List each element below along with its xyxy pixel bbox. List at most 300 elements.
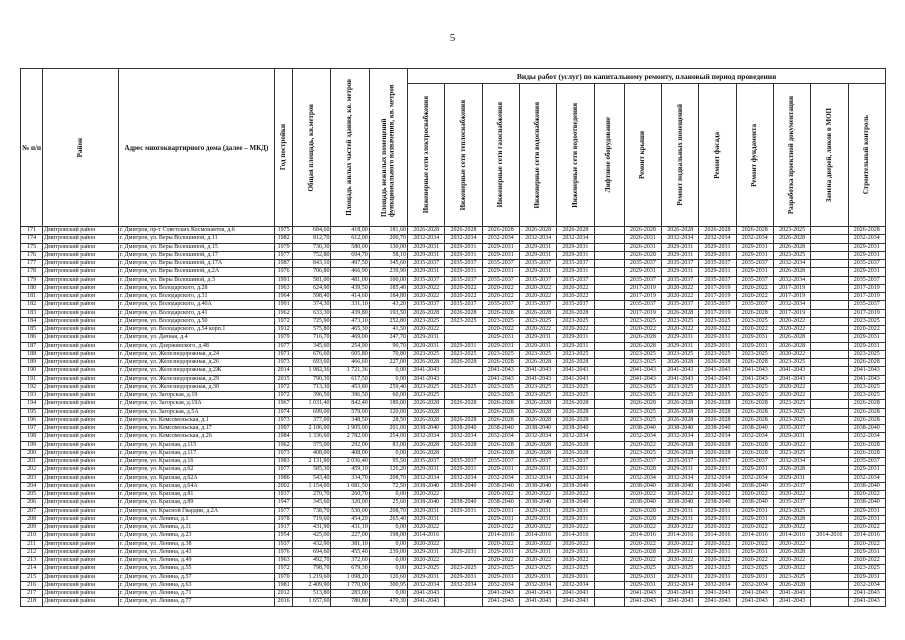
row-work-period: 2041-2043 [773, 375, 810, 383]
row-year: 1983 [275, 458, 293, 466]
row-work-period: 2032-2034 [848, 474, 885, 482]
row-work-period: 2035-2037 [624, 301, 661, 309]
row-work-period: 2035-2037 [445, 276, 482, 284]
row-work-period: 2032-2034 [408, 433, 445, 441]
row-work-period: 2032-2034 [408, 474, 445, 482]
row-work-period [811, 416, 848, 424]
row-number: 204 [21, 482, 43, 490]
row-work-period: 2020-2022 [624, 557, 661, 565]
row-total-area: 1 031,40 [293, 400, 331, 408]
row-work-period [445, 326, 482, 334]
header-work-4: Инженерные сети водоотведения [557, 84, 594, 227]
row-work-period: 2038-2040 [557, 425, 594, 433]
header-work-1: Инженерные сети теплоснабжения [445, 84, 482, 227]
row-work-period: 2029-2031 [848, 515, 885, 523]
row-work-period: 2032-2034 [519, 581, 556, 589]
row-work-period: 2029-2031 [519, 251, 556, 259]
row-work-period: 2020-2022 [662, 524, 699, 532]
row-address: г. Дмитров, ул. Володарского, д.31 [118, 293, 274, 301]
row-work-period: 2020-2022 [482, 293, 519, 301]
row-total-area: 713,30 [293, 383, 331, 391]
row-work-period: 2029-2031 [408, 268, 445, 276]
row-work-period [811, 590, 848, 598]
row-work-period: 2023-2025 [699, 565, 736, 573]
row-work-period: 2026-2028 [662, 449, 699, 457]
row-year: 2002 [275, 482, 293, 490]
row-work-period: 2020-2022 [557, 540, 594, 548]
header-work-3: Инженерные сети водоснабжения [519, 84, 556, 227]
row-work-period: 2038-2040 [445, 425, 482, 433]
row-work-period: 2026-2028 [482, 227, 519, 235]
row-work-period: 2026-2028 [736, 449, 773, 457]
row-work-period: 2029-2031 [624, 268, 661, 276]
row-work-period: 2026-2028 [736, 441, 773, 449]
row-number: 196 [21, 416, 43, 424]
row-work-period: 2029-2031 [662, 548, 699, 556]
row-work-period: 2026-2028 [519, 400, 556, 408]
row-work-period: 2020-2022 [773, 317, 810, 325]
row-work-period: 2023-2025 [662, 565, 699, 573]
row-work-period: 2020-2022 [519, 540, 556, 548]
row-district: Дмитровский район [43, 375, 119, 383]
row-nonres-area: 0,00 [369, 524, 407, 532]
row-year: 1973 [275, 359, 293, 367]
row-year: 1997 [275, 425, 293, 433]
row-nonres-area: 184,80 [369, 293, 407, 301]
row-year: 1972 [275, 383, 293, 391]
row-district: Дмитровский район [43, 474, 119, 482]
row-nonres-area: 0,00 [369, 565, 407, 573]
row-work-period: 2020-2022 [773, 557, 810, 565]
row-work-period: 2035-2037 [662, 260, 699, 268]
row-work-period: 2041-2043 [699, 375, 736, 383]
row-number: 206 [21, 499, 43, 507]
row-work-period: 2041-2043 [482, 367, 519, 375]
row-nonres-area: 0,00 [369, 590, 407, 598]
row-district: Дмитровский район [43, 590, 119, 598]
row-year: 1947 [275, 499, 293, 507]
row-address: г. Дмитров, ул. Красная, д.62А [118, 474, 274, 482]
row-work-period: 2020-2022 [624, 491, 661, 499]
row-work-period: 2029-2031 [482, 515, 519, 523]
row-address: г. Дмитров, ул. Ленина, д.55 [118, 565, 274, 573]
row-address: г. Дмитров, ул. Комсомольская, д.1 [118, 416, 274, 424]
row-address: г. Дмитров, ул. Веры Волошиной, д.17А [118, 260, 274, 268]
row-work-period: 2020-2022 [408, 284, 445, 292]
row-address: г. Дмитров, ул. Железнодорожная, д.26 [118, 359, 274, 367]
row-work-period: 2029-2031 [736, 243, 773, 251]
row-year: 1975 [275, 227, 293, 235]
row-work-period: 2029-2031 [445, 342, 482, 350]
row-year: 1917 [275, 524, 293, 532]
row-work-period: 2020-2022 [736, 557, 773, 565]
row-work-period: 2029-2031 [445, 507, 482, 515]
row-work-period [811, 227, 848, 235]
row-year: 1976 [275, 548, 293, 556]
row-total-area: 2 106,00 [293, 425, 331, 433]
row-district: Дмитровский район [43, 359, 119, 367]
row-work-period: 2023-2025 [408, 350, 445, 358]
row-work-period: 2041-2043 [557, 598, 594, 606]
row-work-period: 2014-2016 [408, 532, 445, 540]
row-living-area: 466,90 [331, 268, 369, 276]
row-nonres-area: 252,80 [369, 317, 407, 325]
row-work-period: 2014-2016 [519, 532, 556, 540]
row-district: Дмитровский район [43, 243, 119, 251]
row-work-period: 2026-2028 [557, 449, 594, 457]
row-number: 174 [21, 235, 43, 243]
row-work-period: 2026-2028 [699, 227, 736, 235]
row-number: 180 [21, 284, 43, 292]
row-address: г. Дмитров, ул. Володарского, д.28 [118, 284, 274, 292]
row-total-area: 396,50 [293, 392, 331, 400]
row-address: г. Дмитров, ул. Ленина, д.77 [118, 598, 274, 606]
row-work-period: 2023-2025 [624, 408, 661, 416]
row-work-period: 2029-2031 [445, 548, 482, 556]
row-work-period: 2014-2016 [811, 532, 848, 540]
row-work-period: 2023-2025 [519, 392, 556, 400]
row-work-period: 2029-2031 [662, 243, 699, 251]
row-work-period: 2032-2034 [519, 235, 556, 243]
row-work-period: 2029-2031 [408, 334, 445, 342]
row-total-area: 345,60 [293, 499, 331, 507]
row-total-area: 375,00 [293, 441, 331, 449]
row-work-period: 2029-2031 [519, 466, 556, 474]
row-total-area: 408,00 [293, 449, 331, 457]
row-work-period: 2029-2031 [482, 334, 519, 342]
row-work-period: 2023-2025 [662, 383, 699, 391]
row-total-area: 725,90 [293, 317, 331, 325]
row-living-area: 227,00 [331, 532, 369, 540]
row-work-period: 2038-2040 [624, 482, 661, 490]
row-total-area: 581,00 [293, 276, 331, 284]
row-work-period: 2026-2028 [773, 548, 810, 556]
row-work-period: 2026-2028 [408, 400, 445, 408]
table-row [21, 334, 886, 342]
table-row [21, 540, 886, 548]
row-work-period: 2026-2028 [662, 416, 699, 424]
row-work-period: 2023-2025 [482, 565, 519, 573]
row-work-period: 2023-2025 [482, 383, 519, 391]
row-work-period: 2023-2025 [662, 317, 699, 325]
row-work-period: 2020-2022 [519, 284, 556, 292]
row-address: г. Дмитров, ул. Ленина, д.38 [118, 540, 274, 548]
row-work-period: 2026-2028 [736, 359, 773, 367]
row-work-period: 2035-2037 [848, 301, 885, 309]
row-work-period: 2017-2019 [848, 293, 885, 301]
row-work-period: 2038-2040 [699, 499, 736, 507]
row-living-area: 260,70 [331, 491, 369, 499]
row-total-area: 699,00 [293, 408, 331, 416]
row-number: 205 [21, 491, 43, 499]
row-number: 192 [21, 383, 43, 391]
table-row [21, 565, 886, 573]
row-total-area: 730,30 [293, 243, 331, 251]
table-row [21, 400, 886, 408]
row-total-area: 843,10 [293, 260, 331, 268]
row-nonres-area: 120,00 [369, 408, 407, 416]
row-district: Дмитровский район [43, 301, 119, 309]
row-work-period [594, 491, 624, 499]
row-work-period: 2029-2031 [445, 573, 482, 581]
row-work-period: 2041-2043 [773, 590, 810, 598]
row-living-area: 497,50 [331, 260, 369, 268]
row-nonres-area: 126,20 [369, 466, 407, 474]
row-total-area: 585,30 [293, 466, 331, 474]
row-number: 184 [21, 317, 43, 325]
header-nonres-area: Площадь нежилых помещений функционального назначения, кв. метров [369, 69, 407, 227]
table-row [21, 408, 886, 416]
row-work-period: 2029-2031 [445, 251, 482, 259]
table-row [21, 251, 886, 259]
row-work-period: 2020-2022 [662, 491, 699, 499]
row-work-period: 2020-2022 [557, 524, 594, 532]
row-work-period: 2020-2022 [699, 557, 736, 565]
row-work-period: 2026-2028 [408, 309, 445, 317]
row-work-period [811, 243, 848, 251]
row-work-period: 2029-2031 [699, 268, 736, 276]
row-work-period: 2029-2031 [557, 342, 594, 350]
row-work-period: 2029-2031 [624, 573, 661, 581]
row-work-period: 2035-2037 [519, 301, 556, 309]
row-work-period: 2026-2028 [699, 441, 736, 449]
row-work-period: 2032-2034 [624, 433, 661, 441]
row-work-period: 2029-2031 [445, 243, 482, 251]
row-work-period: 2041-2043 [699, 598, 736, 606]
row-year: 1962 [275, 309, 293, 317]
row-living-area: 453,80 [331, 383, 369, 391]
row-total-area: 676,60 [293, 350, 331, 358]
row-work-period [811, 284, 848, 292]
row-work-period: 2032-2034 [662, 581, 699, 589]
row-work-period: 2029-2031 [699, 548, 736, 556]
row-work-period: 2029-2031 [848, 507, 885, 515]
header-living-area: Площадь жилых частей здания, кв. метров [331, 69, 369, 227]
row-work-period [811, 515, 848, 523]
row-work-period: 2038-2040 [482, 482, 519, 490]
row-work-period: 2023-2025 [736, 392, 773, 400]
row-work-period: 2020-2022 [736, 540, 773, 548]
row-address: г. Дмитров, ул. Красной Гвардии, д.2А [118, 507, 274, 515]
row-work-period: 2023-2025 [624, 392, 661, 400]
row-address: г. Дмитров, ул. Веры Волошиной, д.17 [118, 251, 274, 259]
row-nonres-area: 58,10 [369, 251, 407, 259]
row-address: г. Дмитров, ул. Ленина, д.43 [118, 548, 274, 556]
row-nonres-area: 200,70 [369, 235, 407, 243]
row-work-period: 2026-2028 [519, 309, 556, 317]
row-address: г. Дмитров, ул. Ленина, д.11 [118, 524, 274, 532]
row-district: Дмитровский район [43, 491, 119, 499]
row-district: Дмитровский район [43, 350, 119, 358]
row-work-period [445, 524, 482, 532]
row-work-period: 2038-2040 [848, 499, 885, 507]
table-row [21, 532, 886, 540]
row-living-area: 439,50 [331, 284, 369, 292]
row-work-period [811, 491, 848, 499]
row-work-period: 2029-2031 [662, 342, 699, 350]
table-row [21, 416, 886, 424]
header-year: Год постройки [275, 69, 293, 227]
row-work-period [811, 474, 848, 482]
row-living-area: 473,10 [331, 317, 369, 325]
row-living-area: 320,00 [331, 499, 369, 507]
row-address: г. Дмитров, ул. Загорская, д.19А [118, 400, 274, 408]
row-work-period: 2020-2022 [519, 326, 556, 334]
row-work-period: 2038-2040 [408, 499, 445, 507]
header-number: № п/п [21, 69, 43, 227]
row-number: 213 [21, 557, 43, 565]
row-work-period: 2026-2028 [848, 400, 885, 408]
row-work-period: 2026-2028 [773, 466, 810, 474]
header-work-7: Ремонт подвальных помещений [662, 84, 699, 227]
row-work-period [445, 408, 482, 416]
row-work-period: 2035-2037 [408, 276, 445, 284]
row-district: Дмитровский район [43, 400, 119, 408]
row-work-period: 2029-2031 [408, 243, 445, 251]
row-work-period: 2041-2043 [624, 598, 661, 606]
row-total-area: 345,60 [293, 342, 331, 350]
row-work-period: 2020-2022 [482, 557, 519, 565]
row-work-period: 2023-2025 [482, 317, 519, 325]
row-address: г. Дмитров, ул. Володарского, д.50 [118, 317, 274, 325]
row-living-area: 454,20 [331, 515, 369, 523]
row-work-period: 2020-2022 [736, 491, 773, 499]
row-address: г. Дмитров, ул. Дзержинского, д.48 [118, 342, 274, 350]
row-work-period [594, 383, 624, 391]
row-work-period: 2026-2028 [557, 441, 594, 449]
row-work-period: 2026-2028 [519, 449, 556, 457]
row-work-period: 2023-2025 [736, 350, 773, 358]
row-total-area: 543,40 [293, 474, 331, 482]
row-work-period: 2026-2028 [848, 441, 885, 449]
row-work-period: 2029-2031 [557, 548, 594, 556]
row-district: Дмитровский район [43, 499, 119, 507]
row-work-period: 2041-2043 [482, 375, 519, 383]
row-work-period: 2023-2025 [624, 317, 661, 325]
row-district: Дмитровский район [43, 326, 119, 334]
row-work-period: 2026-2028 [482, 416, 519, 424]
row-year: 1978 [275, 515, 293, 523]
row-work-period: 2038-2040 [408, 425, 445, 433]
row-work-period: 2041-2043 [699, 367, 736, 375]
row-year: 1972 [275, 392, 293, 400]
row-work-period: 2020-2022 [699, 540, 736, 548]
row-district: Дмитровский район [43, 260, 119, 268]
row-address: г. Дмитров, ул. Загорская, д.19 [118, 392, 274, 400]
row-work-period: 2035-2037 [773, 499, 810, 507]
row-work-period: 2023-2025 [408, 565, 445, 573]
row-work-period: 2041-2043 [773, 367, 810, 375]
row-year: 1976 [275, 268, 293, 276]
row-work-period: 2029-2031 [662, 251, 699, 259]
row-total-area: 1 154,00 [293, 482, 331, 490]
row-work-period: 2023-2025 [519, 383, 556, 391]
row-work-period: 2023-2025 [699, 350, 736, 358]
row-year: 1991 [275, 301, 293, 309]
row-work-period: 2038-2040 [445, 482, 482, 490]
row-address: г. Дмитров, ул. Володарского, д.41 [118, 309, 274, 317]
row-work-period: 2020-2022 [408, 557, 445, 565]
row-work-period: 2023-2025 [773, 408, 810, 416]
row-living-area: 431,10 [331, 524, 369, 532]
row-address: г. Дмитров, ул. Ленина, д.71 [118, 590, 274, 598]
row-nonres-area: 0,00 [369, 540, 407, 548]
row-district: Дмитровский район [43, 433, 119, 441]
row-district: Дмитровский район [43, 458, 119, 466]
row-work-period: 2020-2022 [408, 524, 445, 532]
row-work-period: 2029-2031 [482, 507, 519, 515]
row-work-period: 2023-2025 [773, 416, 810, 424]
row-district: Дмитровский район [43, 383, 119, 391]
row-work-period: 2038-2040 [408, 482, 445, 490]
row-work-period [445, 540, 482, 548]
table-row [21, 268, 886, 276]
row-work-period: 2041-2043 [482, 598, 519, 606]
row-work-period: 2029-2031 [519, 342, 556, 350]
row-work-period: 2029-2031 [662, 466, 699, 474]
row-work-period: 2023-2025 [519, 565, 556, 573]
row-work-period: 2029-2031 [699, 573, 736, 581]
row-work-period: 2029-2031 [736, 548, 773, 556]
row-total-area: 716,70 [293, 334, 331, 342]
row-nonres-area: 265,40 [369, 515, 407, 523]
row-address: г. Дмитров, ул. Веры Волошиной, д.2А [118, 268, 274, 276]
row-work-period: 2041-2043 [482, 590, 519, 598]
row-living-area: 439,80 [331, 309, 369, 317]
row-number: 178 [21, 268, 43, 276]
row-work-period [811, 557, 848, 565]
row-work-period: 2035-2037 [662, 301, 699, 309]
row-work-period: 2032-2034 [736, 581, 773, 589]
row-year: 1979 [275, 243, 293, 251]
row-work-period [811, 548, 848, 556]
row-work-period: 2020-2022 [519, 293, 556, 301]
row-living-area: 694,70 [331, 251, 369, 259]
row-work-period: 2026-2028 [408, 227, 445, 235]
row-nonres-area: 43,20 [369, 301, 407, 309]
row-work-period: 2032-2034 [773, 260, 810, 268]
row-living-area: 254,90 [331, 342, 369, 350]
row-work-period: 2029-2031 [624, 581, 661, 589]
row-work-period: 2032-2034 [773, 276, 810, 284]
row-work-period: 2014-2016 [773, 532, 810, 540]
row-work-period [594, 474, 624, 482]
row-work-period: 2035-2037 [519, 260, 556, 268]
row-work-period [811, 301, 848, 309]
row-work-period [594, 482, 624, 490]
row-work-period: 2017-2019 [624, 284, 661, 292]
row-work-period: 2020-2022 [662, 284, 699, 292]
row-work-period: 2035-2037 [557, 276, 594, 284]
row-work-period: 2020-2022 [773, 540, 810, 548]
row-total-area: 1 982,36 [293, 367, 331, 375]
row-work-period: 2026-2028 [699, 400, 736, 408]
row-nonres-area: 208,70 [369, 474, 407, 482]
row-work-period: 2017-2019 [699, 284, 736, 292]
row-work-period: 2035-2037 [699, 276, 736, 284]
row-living-area: 418,00 [331, 227, 369, 235]
row-year: 1982 [275, 235, 293, 243]
row-work-period: 2029-2031 [519, 548, 556, 556]
row-work-period [811, 260, 848, 268]
header-work-6: Ремонт крыши [624, 84, 661, 227]
row-work-period [445, 449, 482, 457]
row-work-period: 2029-2031 [736, 334, 773, 342]
table-row [21, 392, 886, 400]
row-work-period [811, 235, 848, 243]
row-work-period: 2041-2043 [848, 367, 885, 375]
row-work-period: 2035-2037 [482, 301, 519, 309]
